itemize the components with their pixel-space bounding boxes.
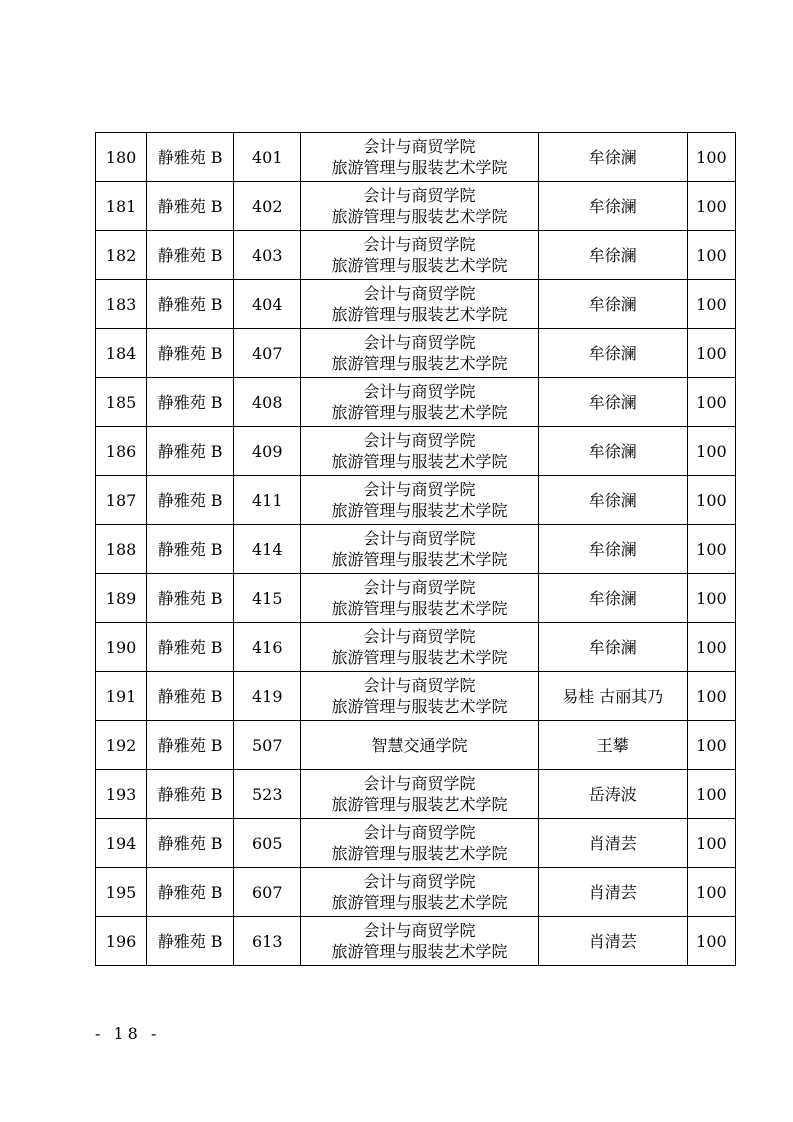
room-cell: 607 <box>234 868 301 917</box>
table-row <box>96 427 736 476</box>
building-cell: 静雅苑 B <box>147 280 234 329</box>
college-name: 旅游管理与服装艺术学院 <box>331 207 508 226</box>
college-cell <box>301 231 538 280</box>
college-name: 会计与商贸学院 <box>363 480 476 499</box>
room-cell: 523 <box>234 770 301 819</box>
building-cell: 静雅苑 B <box>147 672 234 721</box>
college-name: 旅游管理与服装艺术学院 <box>331 501 508 520</box>
teacher-cell: 牟徐澜 <box>538 574 687 623</box>
row-number-cell: 192 <box>96 721 147 770</box>
college-name: 会计与商贸学院 <box>363 921 476 940</box>
building-cell: 静雅苑 B <box>147 182 234 231</box>
score-cell: 100 <box>687 427 735 476</box>
college-name: 智慧交通学院 <box>371 735 468 755</box>
row-number-cell: 193 <box>96 770 147 819</box>
teacher-cell: 易桂 古丽其乃 <box>538 672 687 721</box>
college-name: 旅游管理与服装艺术学院 <box>331 599 508 618</box>
teacher-cell: 牟徐澜 <box>538 427 687 476</box>
college-name: 会计与商贸学院 <box>363 627 476 646</box>
room-cell: 419 <box>234 672 301 721</box>
college-cell <box>301 476 538 525</box>
page-number: - 18 - <box>95 1024 161 1043</box>
room-cell: 403 <box>234 231 301 280</box>
table-row <box>96 868 736 917</box>
teacher-cell: 牟徐澜 <box>538 329 687 378</box>
score-cell: 100 <box>687 182 735 231</box>
college-name: 会计与商贸学院 <box>363 333 476 352</box>
college-cell <box>301 623 538 672</box>
table-row <box>96 280 736 329</box>
score-cell: 100 <box>687 721 735 770</box>
building-cell: 静雅苑 B <box>147 917 234 966</box>
row-number-cell: 195 <box>96 868 147 917</box>
score-cell: 100 <box>687 770 735 819</box>
table-row <box>96 378 736 427</box>
college-cell <box>301 770 538 819</box>
building-cell: 静雅苑 B <box>147 868 234 917</box>
score-cell: 100 <box>687 917 735 966</box>
college-name: 旅游管理与服装艺术学院 <box>331 256 508 275</box>
room-cell: 404 <box>234 280 301 329</box>
row-number-cell: 194 <box>96 819 147 868</box>
college-name: 旅游管理与服装艺术学院 <box>331 893 508 912</box>
college-name: 会计与商贸学院 <box>363 774 476 793</box>
dorm-score-table <box>95 132 736 966</box>
college-name: 会计与商贸学院 <box>363 578 476 597</box>
room-cell: 605 <box>234 819 301 868</box>
table-row <box>96 231 736 280</box>
college-name: 旅游管理与服装艺术学院 <box>331 648 508 667</box>
room-cell: 613 <box>234 917 301 966</box>
room-cell: 409 <box>234 427 301 476</box>
college-cell <box>301 721 538 770</box>
teacher-cell: 牟徐澜 <box>538 280 687 329</box>
college-name: 旅游管理与服装艺术学院 <box>331 697 508 716</box>
college-name: 旅游管理与服装艺术学院 <box>331 158 508 177</box>
teacher-cell: 牟徐澜 <box>538 378 687 427</box>
score-cell: 100 <box>687 378 735 427</box>
teacher-cell: 牟徐澜 <box>538 182 687 231</box>
row-number-cell: 187 <box>96 476 147 525</box>
row-number-cell: 190 <box>96 623 147 672</box>
building-cell: 静雅苑 B <box>147 427 234 476</box>
college-cell <box>301 427 538 476</box>
score-cell: 100 <box>687 672 735 721</box>
teacher-cell: 肖清芸 <box>538 868 687 917</box>
teacher-cell: 肖清芸 <box>538 819 687 868</box>
row-number-cell: 196 <box>96 917 147 966</box>
table-row <box>96 917 736 966</box>
score-cell: 100 <box>687 868 735 917</box>
college-name: 会计与商贸学院 <box>363 186 476 205</box>
college-name: 旅游管理与服装艺术学院 <box>331 942 508 961</box>
college-cell <box>301 672 538 721</box>
table-body <box>96 133 736 966</box>
room-cell: 414 <box>234 525 301 574</box>
college-name: 会计与商贸学院 <box>363 823 476 842</box>
building-cell: 静雅苑 B <box>147 231 234 280</box>
college-cell <box>301 525 538 574</box>
room-cell: 402 <box>234 182 301 231</box>
room-cell: 507 <box>234 721 301 770</box>
row-number-cell: 189 <box>96 574 147 623</box>
building-cell: 静雅苑 B <box>147 525 234 574</box>
college-name: 会计与商贸学院 <box>363 284 476 303</box>
college-cell <box>301 574 538 623</box>
college-name: 会计与商贸学院 <box>363 431 476 450</box>
score-cell: 100 <box>687 476 735 525</box>
table-row <box>96 672 736 721</box>
table-row <box>96 525 736 574</box>
score-cell: 100 <box>687 525 735 574</box>
teacher-cell: 牟徐澜 <box>538 476 687 525</box>
college-name: 会计与商贸学院 <box>363 529 476 548</box>
college-cell <box>301 378 538 427</box>
college-name: 会计与商贸学院 <box>363 676 476 695</box>
room-cell: 416 <box>234 623 301 672</box>
college-name: 会计与商贸学院 <box>363 235 476 254</box>
college-name: 旅游管理与服装艺术学院 <box>331 844 508 863</box>
table-row <box>96 329 736 378</box>
building-cell: 静雅苑 B <box>147 574 234 623</box>
row-number-cell: 191 <box>96 672 147 721</box>
room-cell: 401 <box>234 133 301 182</box>
score-cell: 100 <box>687 623 735 672</box>
row-number-cell: 180 <box>96 133 147 182</box>
table-row <box>96 770 736 819</box>
college-name: 旅游管理与服装艺术学院 <box>331 354 508 373</box>
row-number-cell: 182 <box>96 231 147 280</box>
college-cell <box>301 182 538 231</box>
college-cell <box>301 868 538 917</box>
teacher-cell: 肖清芸 <box>538 917 687 966</box>
table-row <box>96 133 736 182</box>
college-name: 会计与商贸学院 <box>363 872 476 891</box>
building-cell: 静雅苑 B <box>147 623 234 672</box>
table-row <box>96 476 736 525</box>
building-cell: 静雅苑 B <box>147 378 234 427</box>
score-cell: 100 <box>687 819 735 868</box>
teacher-cell: 王攀 <box>538 721 687 770</box>
row-number-cell: 185 <box>96 378 147 427</box>
score-cell: 100 <box>687 574 735 623</box>
room-cell: 415 <box>234 574 301 623</box>
college-name: 旅游管理与服装艺术学院 <box>331 305 508 324</box>
row-number-cell: 188 <box>96 525 147 574</box>
college-cell <box>301 329 538 378</box>
college-name: 旅游管理与服装艺术学院 <box>331 452 508 471</box>
building-cell: 静雅苑 B <box>147 721 234 770</box>
row-number-cell: 181 <box>96 182 147 231</box>
building-cell: 静雅苑 B <box>147 133 234 182</box>
college-cell <box>301 133 538 182</box>
score-cell: 100 <box>687 231 735 280</box>
teacher-cell: 岳涛波 <box>538 770 687 819</box>
college-name: 旅游管理与服装艺术学院 <box>331 550 508 569</box>
row-number-cell: 186 <box>96 427 147 476</box>
building-cell: 静雅苑 B <box>147 770 234 819</box>
score-cell: 100 <box>687 280 735 329</box>
table-row <box>96 574 736 623</box>
room-cell: 407 <box>234 329 301 378</box>
table-row <box>96 721 736 770</box>
college-cell <box>301 819 538 868</box>
score-cell: 100 <box>687 133 735 182</box>
table-row <box>96 819 736 868</box>
room-cell: 408 <box>234 378 301 427</box>
college-cell <box>301 280 538 329</box>
building-cell: 静雅苑 B <box>147 819 234 868</box>
table-row <box>96 623 736 672</box>
teacher-cell: 牟徐澜 <box>538 525 687 574</box>
teacher-cell: 牟徐澜 <box>538 623 687 672</box>
row-number-cell: 183 <box>96 280 147 329</box>
row-number-cell: 184 <box>96 329 147 378</box>
college-name: 会计与商贸学院 <box>363 137 476 156</box>
teacher-cell: 牟徐澜 <box>538 133 687 182</box>
college-name: 旅游管理与服装艺术学院 <box>331 795 508 814</box>
college-cell <box>301 917 538 966</box>
room-cell: 411 <box>234 476 301 525</box>
college-name: 旅游管理与服装艺术学院 <box>331 403 508 422</box>
table-row <box>96 182 736 231</box>
score-cell: 100 <box>687 329 735 378</box>
teacher-cell: 牟徐澜 <box>538 231 687 280</box>
college-name: 会计与商贸学院 <box>363 382 476 401</box>
building-cell: 静雅苑 B <box>147 329 234 378</box>
building-cell: 静雅苑 B <box>147 476 234 525</box>
